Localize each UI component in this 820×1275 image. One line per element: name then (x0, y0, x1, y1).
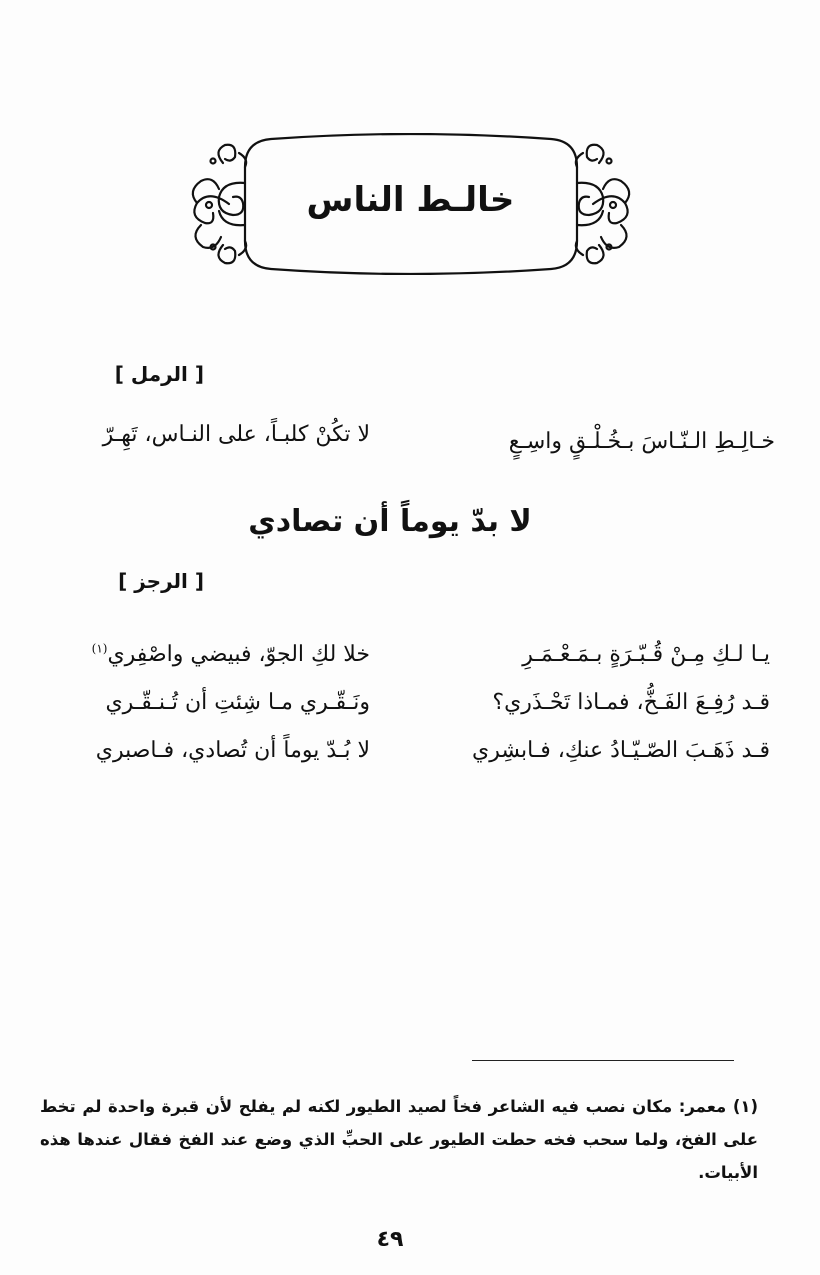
verse-second-hemistich: لا تكُنْ كلبـاً، على النـاس، تَهِـرّ (102, 422, 370, 447)
verse-line-2-second-hemistich: ونَـقّـري مـا شِئتِ أن تُـنـقّـري (105, 690, 370, 715)
page-number: ٤٩ (376, 1227, 404, 1252)
verse-line-3-second-hemistich: لا بُـدّ يوماً أن تُصادي، فـاصبري (95, 738, 370, 763)
verse-line-3-first-hemistich: قـد ذَهَـبَ الصّـيّـادُ عنكِ، فـابشِري (471, 738, 770, 763)
meter-label-ramal: [ الرمل ] (114, 362, 204, 386)
verse-first-hemistich: خـالِـطِ الـنّـاسَ بـخُـلْـقٍ واسِـعٍ (508, 429, 775, 454)
poem-heading: لا بدّ يوماً أن تصادي (248, 504, 532, 539)
verse-line-1-second-hemistich (40, 638, 370, 672)
title-cartouche (183, 133, 638, 275)
meter-label-rajaz: [ الرجز ] (118, 569, 204, 593)
page-title: خالـط الناس (306, 180, 515, 220)
verse-text: خلا لكِ الجوّ، فبيضي واصْفِري (107, 642, 370, 667)
footnote-separator (472, 1060, 734, 1061)
verse-line-1-first-hemistich: يـا لـكِ مِـنْ قُـبّـرَةٍ بـمَـعْـمَـرِ (522, 642, 770, 667)
footnote-reference: (١) (91, 641, 108, 656)
verse-line-2-first-hemistich: قـد رُفِـعَ الفَـخُّ، فمـاذا تَحْـذَري؟ (492, 690, 770, 715)
footnote: (١) معمر: مكان نصب فيه الشاعر فخاً لصيد الطيور لكنه لم يفلح لأن قبرة واحدة لم تخط على الفخ، ولما سحب فخه حطت الطيور على الحبِّ الذي وضع عند الفخ فقال عندها هذه الأبيات. (40, 1097, 758, 1182)
